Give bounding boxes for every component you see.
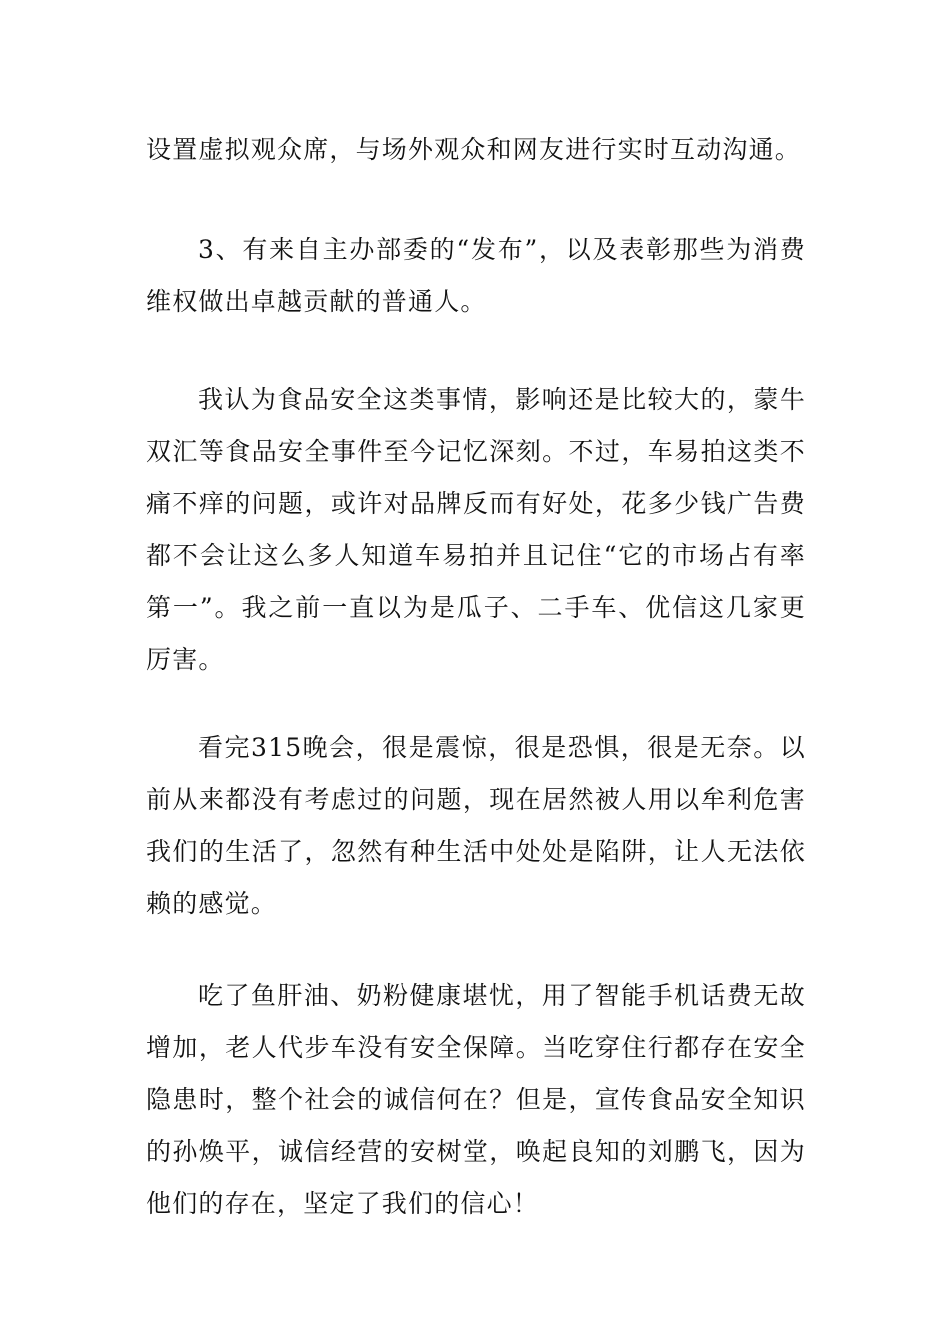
paragraph-315-reaction: 看完315晚会，很是震惊，很是恐惧，很是无奈。以前从来都没有考虑过的问题，现在居然被人用以牟利危害我们的生活了，忽然有种生活中处处是陷阱，让人无法依赖的感觉。 <box>146 733 806 918</box>
paragraph-integrity: 吃了鱼肝油、奶粉健康堪忧，用了智能手机话费无故增加，老人代步车没有安全保障。当吃穿住行都存在安全隐患时，整个社会的诚信何在？但是，宣传食品安全知识的孙焕平，诚信经营的安树堂，唤起良知的刘鹏飞，因为他们的存在，坚定了我们的信心！ <box>146 981 806 1218</box>
paragraph-item-3: 3、有来自主办部委的“发布”，以及表彰那些为消费维权做出卓越贡献的普通人。 <box>146 235 806 316</box>
paragraph-continuation: 设置虚拟观众席，与场外观众和网友进行实时互动沟通。 <box>146 135 802 164</box>
paragraph-food-safety: 我认为食品安全这类事情，影响还是比较大的，蒙牛双汇等食品安全事件至今记忆深刻。不过，车易拍这类不痛不痒的问题，或许对品牌反而有好处，花多少钱广告费都不会让这么多人知道车易拍并且记住“它的市场占有率第一”。我之前一直以为是瓜子、二手车、优信这几家更厉害。 <box>146 385 806 674</box>
